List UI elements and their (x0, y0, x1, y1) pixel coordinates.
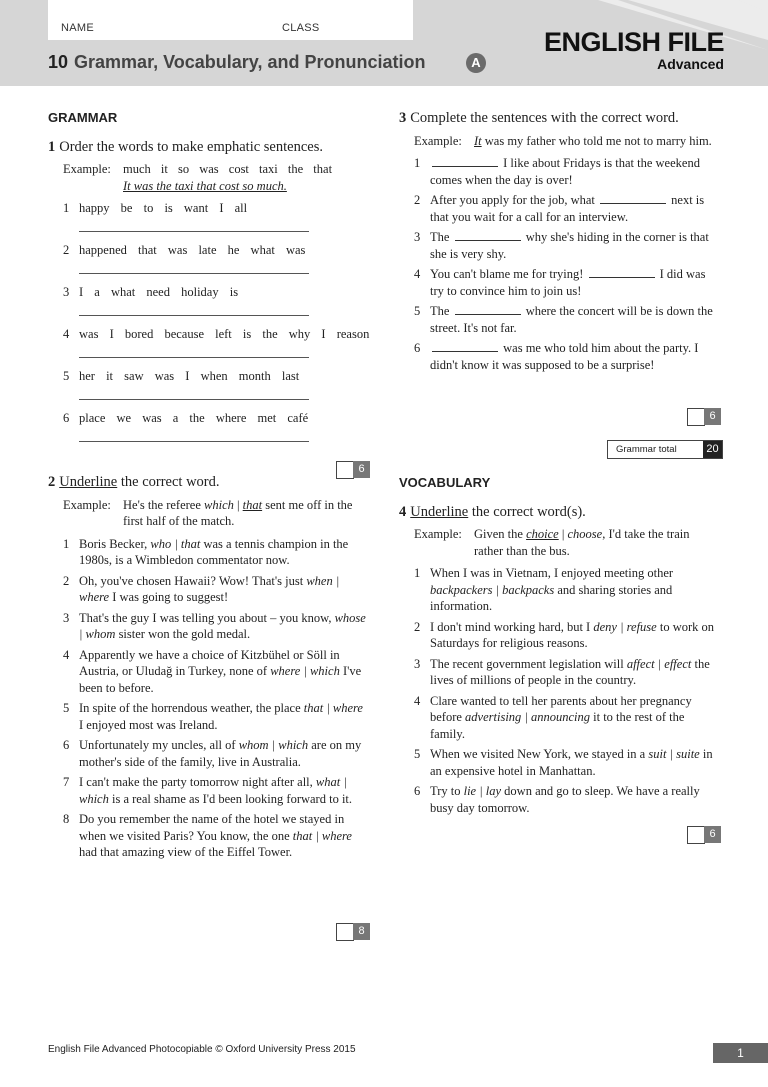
item-number: 3 (414, 656, 421, 671)
item-number: 5 (414, 747, 421, 761)
item-number: 3 (414, 230, 421, 244)
item-number: 1 (414, 156, 421, 170)
test-version-badge: A (466, 53, 486, 73)
item-number: 1 (414, 566, 421, 580)
q1-instruction: 1 Order the words to make emphatic sentences. (48, 138, 323, 155)
answer-gap[interactable] (589, 267, 655, 278)
q2-item: 3 That's the guy I was telling you about – you know, whose | whom sister won the gold medal. (63, 610, 366, 641)
name-class-box (48, 0, 413, 40)
q3-item: 5 The where the concert will be is down the street. It's not far. (414, 304, 713, 335)
q4-item: 4 Clare wanted to tell her parents about her pregnancy before advertising | announcing it to the rest of the family. (414, 693, 692, 741)
q2-score-box: 8 (336, 923, 370, 940)
word-options[interactable]: who | that (150, 536, 201, 551)
vocabulary-heading: VOCABULARY (399, 475, 491, 490)
q1-example (63, 161, 370, 194)
item-number: 6 (414, 341, 421, 355)
footer (48, 1044, 356, 1055)
q2-item: 8 Do you remember the name of the hotel we stayed in when we visited Paris? You know, the one that | where had that amazing view of the Eiffel Tower. (63, 812, 352, 859)
unit-number: 10 (48, 52, 69, 72)
item-number: 2 (414, 619, 421, 634)
q4-item: 2 I don't mind working hard, but I deny | refuse to work on Saturdays for religious reasons. (414, 619, 715, 650)
q2-instruction: 2 Underline the correct word. (48, 474, 220, 490)
q4-item: 1 When I was in Vietnam, I enjoyed meeting other backpackers | backpacks and sharing stories and information. (414, 566, 674, 613)
q3-item: 1 I like about Fridays is that the weekend comes when the day is over! (414, 156, 700, 187)
q1-score-box: 6 (336, 461, 370, 478)
q1-example-answer: It was the taxi that cost so much. (123, 178, 287, 193)
item-number: 2 (63, 243, 70, 257)
grammar-total-box: Grammar total 20 (607, 440, 723, 459)
item-number: 4 (414, 693, 421, 708)
example-label: Example: (63, 497, 111, 512)
item-number: 1 (63, 201, 70, 215)
word-options[interactable]: backpackers | backpacks (430, 582, 555, 597)
q2-item: 7 I can't make the party tomorrow night after all, what | which is a real shame as I'd been looking forward to it. (63, 775, 353, 806)
answer-gap[interactable] (432, 341, 498, 352)
example-label: Example: (414, 527, 462, 541)
score-entry[interactable] (336, 461, 354, 479)
q2-items (63, 536, 370, 861)
q1-item (63, 368, 370, 404)
q1-item (63, 284, 370, 320)
vocabulary-section (399, 475, 721, 820)
brand-logo (544, 28, 724, 72)
class-label: CLASS (282, 22, 320, 34)
score-entry[interactable] (687, 408, 705, 426)
word-options[interactable]: affect | effect (626, 656, 692, 671)
q2-example: Example: He's the referee which | that sent me off in the first half of the match. (63, 497, 353, 528)
unit-heading (48, 52, 425, 73)
q3-item: 3 The why she's hiding in the corner is that she is very shy. (414, 230, 709, 261)
word-options[interactable]: deny | refuse (593, 619, 657, 634)
item-number: 7 (63, 775, 70, 789)
q1-item (63, 200, 370, 236)
word-options[interactable]: that | where (303, 701, 363, 715)
q4-item: 6 Try to lie | lay down and go to sleep. We have a really busy day tomorrow. (414, 784, 700, 815)
word-options[interactable]: whom | which (238, 738, 309, 752)
answer-line[interactable] (79, 259, 309, 274)
answer-line[interactable] (79, 217, 309, 232)
item-number: 5 (63, 701, 70, 715)
item-number: 4 (414, 267, 421, 281)
q3-item: 6 was me who told him about the party. I didn't know it was supposed to be a surprise! (414, 341, 699, 372)
q1-item (63, 410, 370, 446)
item-number: 5 (414, 304, 421, 318)
item-number: 6 (414, 784, 421, 798)
q4-number: 4 (399, 503, 407, 520)
q1-item-words: I a what need holiday is (79, 285, 239, 299)
item-number: 2 (414, 193, 421, 207)
answer-line[interactable] (79, 301, 309, 316)
answer-gap[interactable] (455, 304, 521, 315)
q4-example: Example: Given the choice | choose, I'd take the train rather than the bus. (414, 527, 690, 558)
q3-items (414, 155, 721, 373)
q2-item: 2 Oh, you've chosen Hawaii? Wow! That's just when | where I was going to suggest! (63, 573, 340, 604)
q3-instruction: 3 Complete the sentences with the correct word. (399, 110, 679, 126)
q4-item: 3 The recent government legislation will affect | effect the lives of millions of people in the country. (414, 656, 710, 687)
q2-item: 1 Boris Becker, who | that was a tennis champion in the 1980s, is a Wimbledon commentator now. (63, 536, 349, 567)
word-options[interactable]: when | where (79, 573, 340, 604)
answer-line[interactable] (79, 343, 309, 358)
word-options[interactable]: that | where (292, 828, 352, 843)
q2-item: 4 Apparently we have a choice of Kitzbühel or Söll in Austria, or Uludağ in Turkey, none of where | which I've been to before. (63, 647, 362, 695)
q1-item-words: happy be to is want I all (79, 201, 248, 215)
answer-line[interactable] (79, 385, 309, 400)
q3-score-box: 6 (687, 408, 721, 425)
grammar-heading: GRAMMAR (48, 110, 118, 125)
q1-items (63, 200, 370, 446)
word-options[interactable]: advertising | announcing (465, 710, 590, 724)
q1-number: 1 (48, 138, 56, 155)
word-options[interactable]: where | which (270, 664, 340, 678)
q1-item (63, 242, 370, 278)
q2-item: 6 Unfortunately my uncles, all of whom | which are on my mother's side of the family, live in Australia. (63, 738, 362, 769)
word-options[interactable]: whose | whom (79, 610, 366, 641)
brand-level: Advanced (657, 56, 724, 72)
q2-item: 5 In spite of the horrendous weather, the place that | where I enjoyed most was Ireland. (63, 701, 363, 732)
item-number: 3 (63, 610, 70, 625)
q1-item-words: happened that was late he what was (79, 243, 306, 257)
item-number: 1 (63, 536, 70, 551)
q4-items (414, 565, 721, 816)
q3-item: 2 After you apply for the job, what next is that you wait for a call for an interview. (414, 193, 705, 224)
answer-gap[interactable] (600, 193, 666, 204)
q3-example: Example: It was my father who told me not to marry him. (414, 133, 712, 148)
word-options[interactable]: suit | suite (648, 747, 700, 761)
q4-instruction: 4 Underline the correct word(s). (399, 503, 586, 520)
answer-gap[interactable] (432, 156, 498, 167)
footer-text: Photocopiable © Oxford University Press 2015 (146, 1044, 356, 1055)
item-number: 5 (63, 369, 70, 383)
item-number: 3 (63, 285, 70, 299)
q1-item-words: place we was a the where met café (79, 411, 309, 425)
q4-item: 5 When we visited New York, we stayed in a suit | suite in an expensive hotel in Manhattan. (414, 747, 713, 778)
q1-item-words: was I bored because left is the why I reason (79, 327, 370, 341)
answer-gap[interactable] (455, 230, 521, 241)
example-label: Example: (63, 162, 111, 176)
item-number: 4 (63, 647, 70, 662)
item-number: 4 (63, 327, 70, 341)
word-options[interactable]: lie | lay (463, 784, 502, 798)
example-label: Example: (414, 133, 462, 148)
item-number: 2 (63, 573, 70, 588)
item-number: 6 (63, 411, 70, 425)
answer-line[interactable] (79, 427, 309, 442)
score-entry[interactable] (336, 923, 354, 941)
item-number: 8 (63, 812, 70, 826)
name-label: NAME (61, 22, 94, 34)
item-number: 6 (63, 738, 70, 752)
unit-title: Grammar, Vocabulary, and Pronunciation (74, 52, 426, 72)
left-column (48, 110, 370, 865)
brand-title: ENGLISH FILE (543, 27, 724, 57)
q3-item: 4 You can't blame me for trying! I did was try to convince him to join us! (414, 267, 706, 298)
score-entry[interactable] (687, 826, 705, 844)
q3-number: 3 (399, 110, 407, 126)
page-number: 1 (713, 1043, 768, 1063)
word-options[interactable]: what | which (79, 775, 347, 806)
q1-item-words: her it saw was I when month last (79, 369, 300, 383)
q1-item (63, 326, 370, 362)
q2-number: 2 (48, 474, 56, 490)
q1-example-words: much it so was cost taxi the that (123, 162, 333, 176)
footer-brand: English File Advanced (48, 1044, 147, 1055)
q4-score-box: 6 (687, 826, 721, 843)
right-column (399, 110, 721, 377)
